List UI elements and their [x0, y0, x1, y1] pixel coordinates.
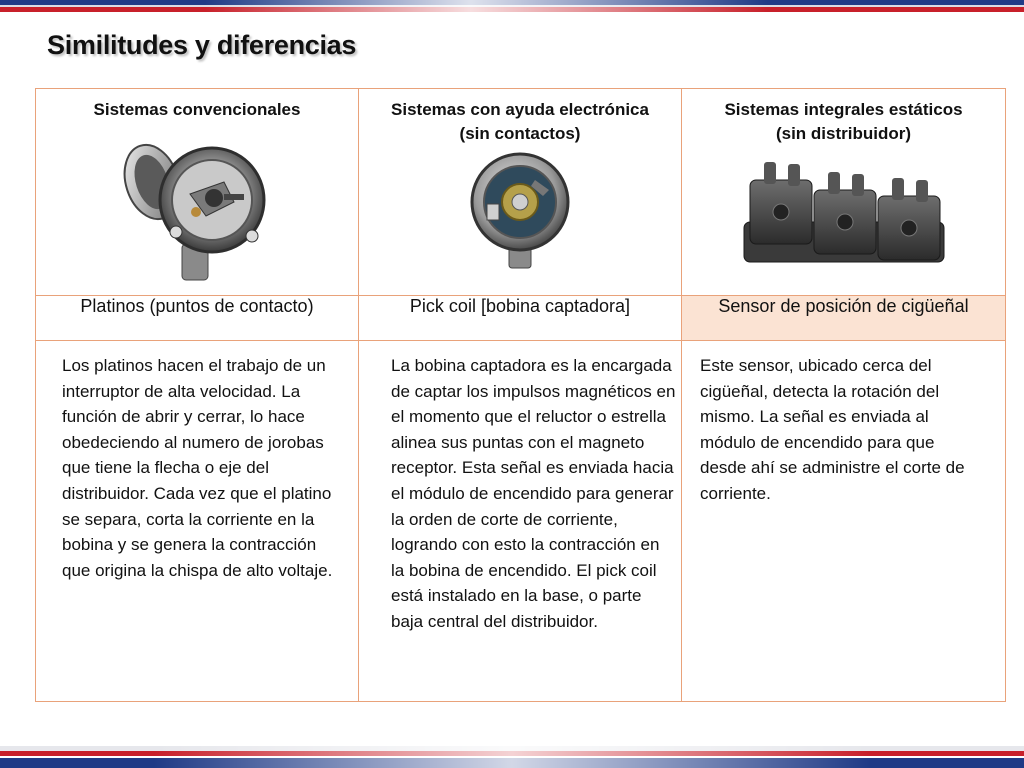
header-subtitle: (sin distribuidor)	[775, 124, 912, 143]
header-row	[36, 89, 1006, 296]
description-cell	[682, 341, 1006, 702]
description-text: Los platinos hacen el trabajo de un interruptor de alta velocidad. La función de abrir y cerrar, lo hace obedeciendo al numero de jorobas que tiene la flecha o eje del distribuidor. Cada vez que el platino se separa, corta la corriente en la bobina y se genera la contracción que origina la chispa de alto voltaje.	[62, 356, 333, 580]
slide-title: Similitudes y diferencias	[47, 30, 357, 60]
header-title: Sistemas con ayuda electrónica	[391, 100, 649, 119]
header-subtitle: (sin contactos)	[459, 124, 581, 143]
bottom-decorative-stripe	[0, 746, 1024, 768]
header-cell-electronic	[359, 89, 682, 296]
label-row	[36, 296, 1006, 341]
label-cell: Platinos (puntos de contacto)	[36, 296, 359, 341]
top-decorative-stripe	[0, 0, 1024, 12]
description-cell	[359, 341, 682, 702]
description-cell	[36, 341, 359, 702]
electronic-distributor-icon	[465, 150, 575, 270]
header-cell-static	[682, 89, 1006, 296]
header-cell-conventional	[36, 89, 359, 296]
comparison-table	[35, 88, 1006, 702]
label-cell: Pick coil [bobina captadora]	[359, 296, 682, 341]
header-title: Sistemas integrales estáticos	[724, 100, 963, 119]
distributor-with-points-icon	[112, 132, 282, 282]
label-cell-highlighted: Sensor de posición de cigüeñal	[682, 296, 1006, 341]
description-row	[36, 341, 1006, 702]
coil-pack-icon	[734, 152, 954, 272]
description-text: Este sensor, ubicado cerca del cigüeñal, detecta la rotación del mismo. La señal es enviada al módulo de encendido para que desde ahí se administre el corte de corriente.	[700, 356, 965, 503]
header-title: Sistemas convencionales	[93, 100, 301, 119]
description-text: La bobina captadora es la encargada de captar los impulsos magnéticos en el momento que el reluctor o estrella alinea sus puntas con el magneto receptor. Esta señal es enviada hacia el módulo de encendido para generar la orden de corte de corriente, logrando con esto la contracción en la bobina de encendido. El pick coil está instalado en la base, o parte baja central del distribuidor.	[391, 356, 676, 631]
